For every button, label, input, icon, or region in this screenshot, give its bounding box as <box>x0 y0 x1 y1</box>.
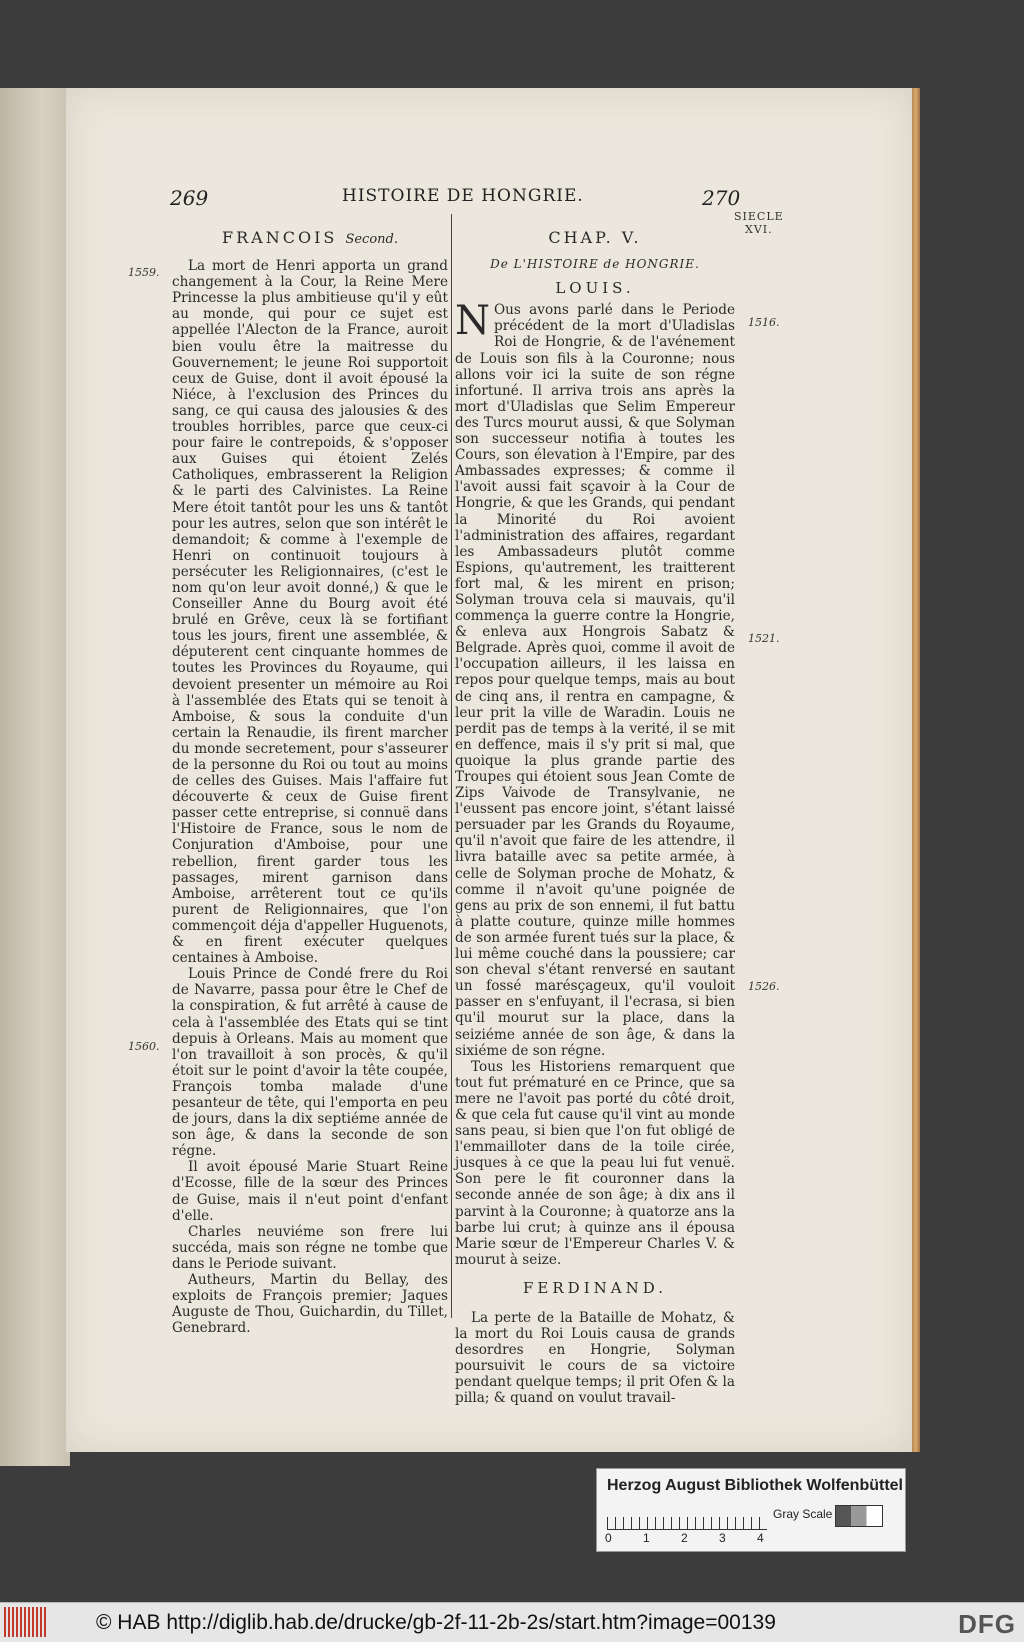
ruler-number: 1 <box>643 1531 650 1545</box>
chapter-heading: CHAP. V. <box>548 228 642 247</box>
ruler-number: 2 <box>681 1531 688 1545</box>
gray-scale-swatch <box>835 1505 883 1527</box>
margin-date: 1516. <box>748 316 780 329</box>
section-heading <box>172 230 448 248</box>
left-column <box>172 228 448 1336</box>
paragraph-text: Ous avons parlé dans le Periode précédent de la mort d'Uladislas Roi de Hongrie, & de l'avénement de Louis son fils à la Couronne; nous allons voir ici la suite de son régne infortuné. Il arriva trois ans après la mort d'Uladislas que Selim Empereur des Turcs mourut aussi, & que Solyman son successeur notifia à toutes les Cours, son élevation à l'Empire, par des Ambassades expresses; & comme il l'avoit aussi fait sçavoir à la Cour de Hongrie, & que les Grands, qui pendant la Minorité du Roi avoient l'administration des affaires, regardant les Ambassadeurs plutôt comme Espions, qu'autrement, les traitterent fort mal, & les mirent en prison; Solyman trouva cela si mauvais, qu'il commença la guerre contre la Hongrie, & enleva aux Hongrois Sabatz & Belgrade. Après quoi, comme il avoit de l'occupation ailleurs, il les laissa en repos pour quelque temps, mais au bout de cinq ans, il rentra en campagne, & leur prit la ville de Waradin. Louis ne perdit pas de temps à la verité, il se mit en deffence, mais il s'y prit si mal, que quoique la plus grande partie des Troupes qui étoient sous Jean Comte de Zips Vaivode de Transylvanie, ne l'eussent pas encore joint, s'étant laissé persuader par les Grands du Royaume, qu'il n'avoit que faire de les attendre, il livra bataille avec sa petite armée, à celle de Solyman proche de Mohatz, & comme il n'avoit qu'une poignée de gens au prix de son ennemi, il fut battu à platte couture, quinze mille hommes de son armée furent tués sur la place, & lui même couché dans la poussiere; car son cheval s'étant renversé en sautant un fossé marésçageux, qu'il vouloit passer en s'enfuyant, il l'ecrasa, si bien qu'il mourut sur la place, dans la seiziéme année de son âge, & dans la sixiéme de son régne. <box>455 302 735 1059</box>
paragraph <box>455 298 735 1059</box>
library-color-target <box>596 1468 906 1552</box>
paragraph: Tous les Historiens remarquent que tout fut prématuré en ce Prince, que sa mere ne l'avoit pas porté du côté droit, & que cela fut cause qu'il vint au monde sans peau, si bien que l'on fut obligé de l'emmailloter dans de la toile cirée, jusques à ce que la peau lui fut venuë. Son pere le fit couronner dans la seconde année de son âge; à dix ans il parvint à la Couronne; à quatorze ans la barbe lui crut; à quinze ans il épousa Marie sœur de l'Empereur Charles V. & mourut à seize. <box>455 1058 735 1268</box>
paragraph-authors: Autheurs, Martin du Bellay, des exploits de François premier; Jaques Auguste de Thou, Guichardin, du Tillet, Genebrard. <box>172 1272 448 1337</box>
gray-scale-label: Gray Scale <box>773 1507 833 1521</box>
footer-bar <box>0 1602 1024 1642</box>
ruler-number: 0 <box>605 1531 612 1545</box>
page-number-right: 270 <box>702 186 741 210</box>
paragraph: Il avoit épousé Marie Stuart Reine d'Ecosse, fille de la sœur des Princes de Guise, mais il n'eut point d'enfant d'elle. <box>172 1159 448 1224</box>
chapter-subtitle: De L'HISTOIRE de HONGRIE. <box>490 257 700 272</box>
siecle-label: SIECLE <box>734 210 784 223</box>
page-gilt-edge <box>912 88 920 1452</box>
right-column <box>455 228 735 1407</box>
footer-url[interactable]: © HAB http://diglib.hab.de/drucke/gb-2f-11-2b-2s/start.htm?image=00139 <box>96 1611 776 1634</box>
barcode-icon <box>4 1607 46 1637</box>
scale-ruler <box>607 1505 767 1530</box>
margin-date: 1560. <box>128 1040 160 1053</box>
king-heading: LOUIS. <box>555 279 635 298</box>
margin-date: 1559. <box>128 266 160 279</box>
paragraph: Charles neuviéme son frere lui succéda, mais son régne ne tombe que dans le Periode suivant. <box>172 1223 448 1272</box>
ruler-number: 4 <box>757 1531 764 1545</box>
siecle-number: XVI. <box>745 223 773 236</box>
heading-name: FRANCOIS <box>222 228 338 247</box>
facing-page-edge <box>0 88 70 1466</box>
drop-cap: N <box>455 298 490 345</box>
margin-date: 1526. <box>748 980 780 993</box>
siecle-note <box>734 210 784 236</box>
library-name: Herzog August Bibliothek Wolfenbüttel <box>607 1477 903 1494</box>
running-title: HISTOIRE DE HONGRIE. <box>342 186 584 206</box>
paragraph: La mort de Henri apporta un grand changement à la Cour, la Reine Mere Princesse la plus ambitieuse qu'il y eût au monde, qui pour ce sujet est appellée l'Alecton de la France, auroit bien voulu être la maitresse du Gouvernement; le jeune Roi supportoit ceux de Guise, dont il avoit épousé la Niéce, à l'exclusion des Princes du sang, ce qui causa des jalousies & des troubles horribles, parce que ceux-ci pour faire le contrepoids, & s'opposer aux Guises qui étoient Zelés Catholiques, embrasserent la Religion & le parti des Calvinistes. La Reine Mere étoit tantôt pour les uns & tantôt pour les autres, selon que son intérêt le demandoit; & comme à l'exemple de Henri on continuoit toujours à persécuter les Religionnaires, (c'est le nom qu'on leur avoit donné,) & que le Conseiller Anne du Bourg avoit été brulé en Grêve, ceux là se fortifiant tous les jours, firent une assemblée, & députerent cent cinquante hommes de toutes les Provinces du Royaume, qui devoient presenter un mémoire au Roi à l'assemblée des Etats qui se tenoit à Amboise, & sous la conduite d'un certain la Renaudie, ils firent marcher du monde secretement, pour s'asseurer de la personne du Roi ou tout au moins de celles des Guises. Mais l'affaire fut découverte & ceux de Guise firent passer cette entreprise, si connuë dans l'Histoire de France, sous le nom de Conjuration d'Amboise, pour une rebellion, firent garder tous les passages, mirent garnison dans Amboise, arrêterent tout ce qu'ils purent de Religionnaires, que l'on commençoit déja d'appeller Huguenots, & en firent exécuter quelques centaines à Amboise. <box>172 258 448 967</box>
ruler-number: 3 <box>719 1531 726 1545</box>
page-number-left: 269 <box>170 186 209 210</box>
paragraph: Louis Prince de Condé frere du Roi de Navarre, passa pour être le Chef de la conspiration, & fut arrêté à cause de cela à l'assemblée des Etats qui se tint depuis à Orleans. Mais au moment que l'on travailloit à son procès, & qu'il étoit sur le point d'avoir la tête coupée, François tomba malade d'une pesanteur de tête, qui l'emporta en peu de jours, dans la dix septiéme année de son âge, & dans la seconde de son régne. <box>172 966 448 1160</box>
king-heading: FERDINAND. <box>523 1278 667 1297</box>
margin-date: 1521. <box>748 632 780 645</box>
paragraph: La perte de la Bataille de Mohatz, & la mort du Roi Louis causa de grands desordres en Hongrie, Solyman poursuivit le cours de sa victoire pendant quelque temps; il prit Ofen & la pilla; & quand on voulut travail- <box>455 1310 736 1407</box>
heading-epithet: Second. <box>345 232 398 247</box>
dfg-logo: DFG <box>958 1609 1016 1639</box>
column-divider <box>451 214 452 1318</box>
